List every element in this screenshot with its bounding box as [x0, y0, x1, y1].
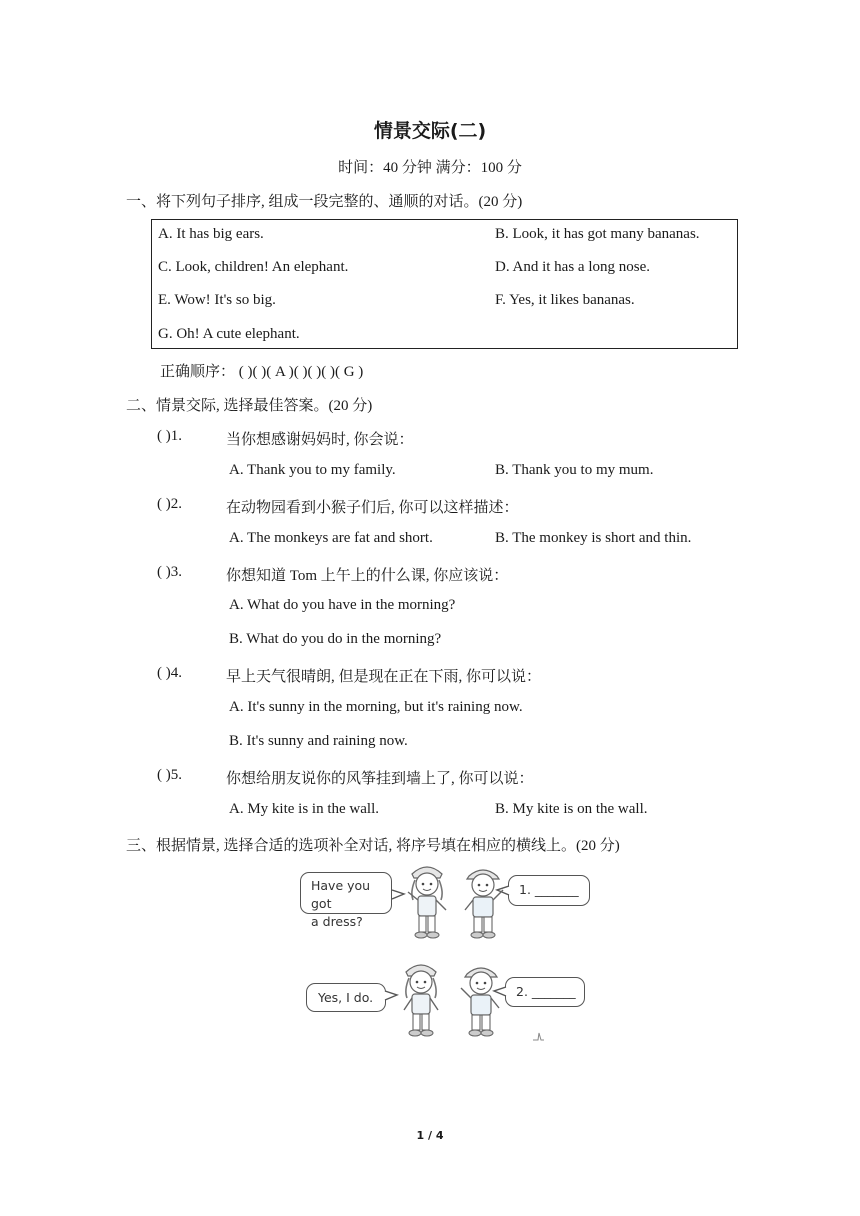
option-d: D. And it has a long nose. [495, 259, 650, 275]
question-5-text: 你想给朋友说你的风筝挂到墙上了, 你可以说： [226, 771, 534, 787]
girl-cartoon-icon [404, 862, 450, 940]
option-e: E. Wow! It's so big. [158, 292, 276, 308]
speech-bubble-answer-2[interactable]: 2. _______ [505, 977, 585, 1007]
option-b: B. Look, it has got many bananas. [495, 226, 700, 242]
question-2-option-b: B. The monkey is short and thin. [495, 530, 692, 546]
question-3-option-b: B. What do you do in the morning? [229, 631, 442, 647]
bubble-line-2: a dress? [311, 914, 363, 929]
question-4-text: 早上天气很晴朗, 但是现在正在下雨, 你可以说： [226, 669, 542, 685]
question-2-text: 在动物园看到小猴子们后, 你可以这样描述： [226, 500, 519, 516]
option-a: A. It has big ears. [158, 226, 264, 242]
question-1-blank[interactable]: ( )1. [157, 428, 182, 444]
page-title: 情景交际(二) [373, 120, 487, 142]
question-1-text: 当你想感谢妈妈时, 你会说： [226, 432, 414, 448]
option-c: C. Look, children! An elephant. [158, 259, 349, 275]
question-4-option-a: A. It's sunny in the morning, but it's raining now. [229, 699, 523, 715]
question-2-option-a: A. The monkeys are fat and short. [229, 530, 433, 546]
section1-heading: 一、将下列句子排序, 组成一段完整的、通顺的对话。(20 分) [126, 194, 523, 210]
section2-heading: 二、情景交际, 选择最佳答案。(20 分) [126, 398, 373, 414]
boy-cartoon-icon [457, 960, 505, 1038]
boy-cartoon-icon [459, 862, 507, 940]
bubble-tail-icon [385, 989, 399, 1003]
question-3-blank[interactable]: ( )3. [157, 564, 182, 580]
question-1-option-a: A. Thank you to my family. [229, 462, 396, 478]
section3-heading: 三、根据情景, 选择合适的选项补全对话, 将序号填在相应的横线上。(20 分) [126, 838, 620, 854]
girl-cartoon-icon [398, 960, 444, 1038]
speech-bubble-answer-1[interactable]: 1. _______ [508, 875, 590, 906]
question-5-option-b: B. My kite is on the wall. [495, 801, 648, 817]
speech-bubble-question [300, 872, 392, 929]
question-3-text: 你想知道 Tom 上午上的什么课, 你应该说： [226, 568, 509, 584]
question-2-blank[interactable]: ( )2. [157, 496, 182, 512]
stray-mark-icon [532, 1030, 546, 1042]
order-answer-line[interactable]: 正确顺序： ( )( )( A )( )( )( )( G ) [160, 364, 364, 380]
question-4-blank[interactable]: ( )4. [157, 665, 182, 681]
bubble-line-1: Have you got [311, 878, 371, 911]
option-g: G. Oh! A cute elephant. [158, 326, 300, 342]
question-4-option-b: B. It's sunny and raining now. [229, 733, 408, 749]
question-5-option-a: A. My kite is in the wall. [229, 801, 379, 817]
time-score-line: 时间：40 分钟 满分：100 分 [338, 160, 522, 176]
question-3-option-a: A. What do you have in the morning? [229, 597, 456, 613]
page-number: 1 / 4 [416, 1129, 444, 1142]
question-5-blank[interactable]: ( )5. [157, 767, 182, 783]
speech-bubble-reply: Yes, I do. [306, 983, 386, 1012]
question-1-option-b: B. Thank you to my mum. [495, 462, 654, 478]
option-f: F. Yes, it likes bananas. [495, 292, 635, 308]
